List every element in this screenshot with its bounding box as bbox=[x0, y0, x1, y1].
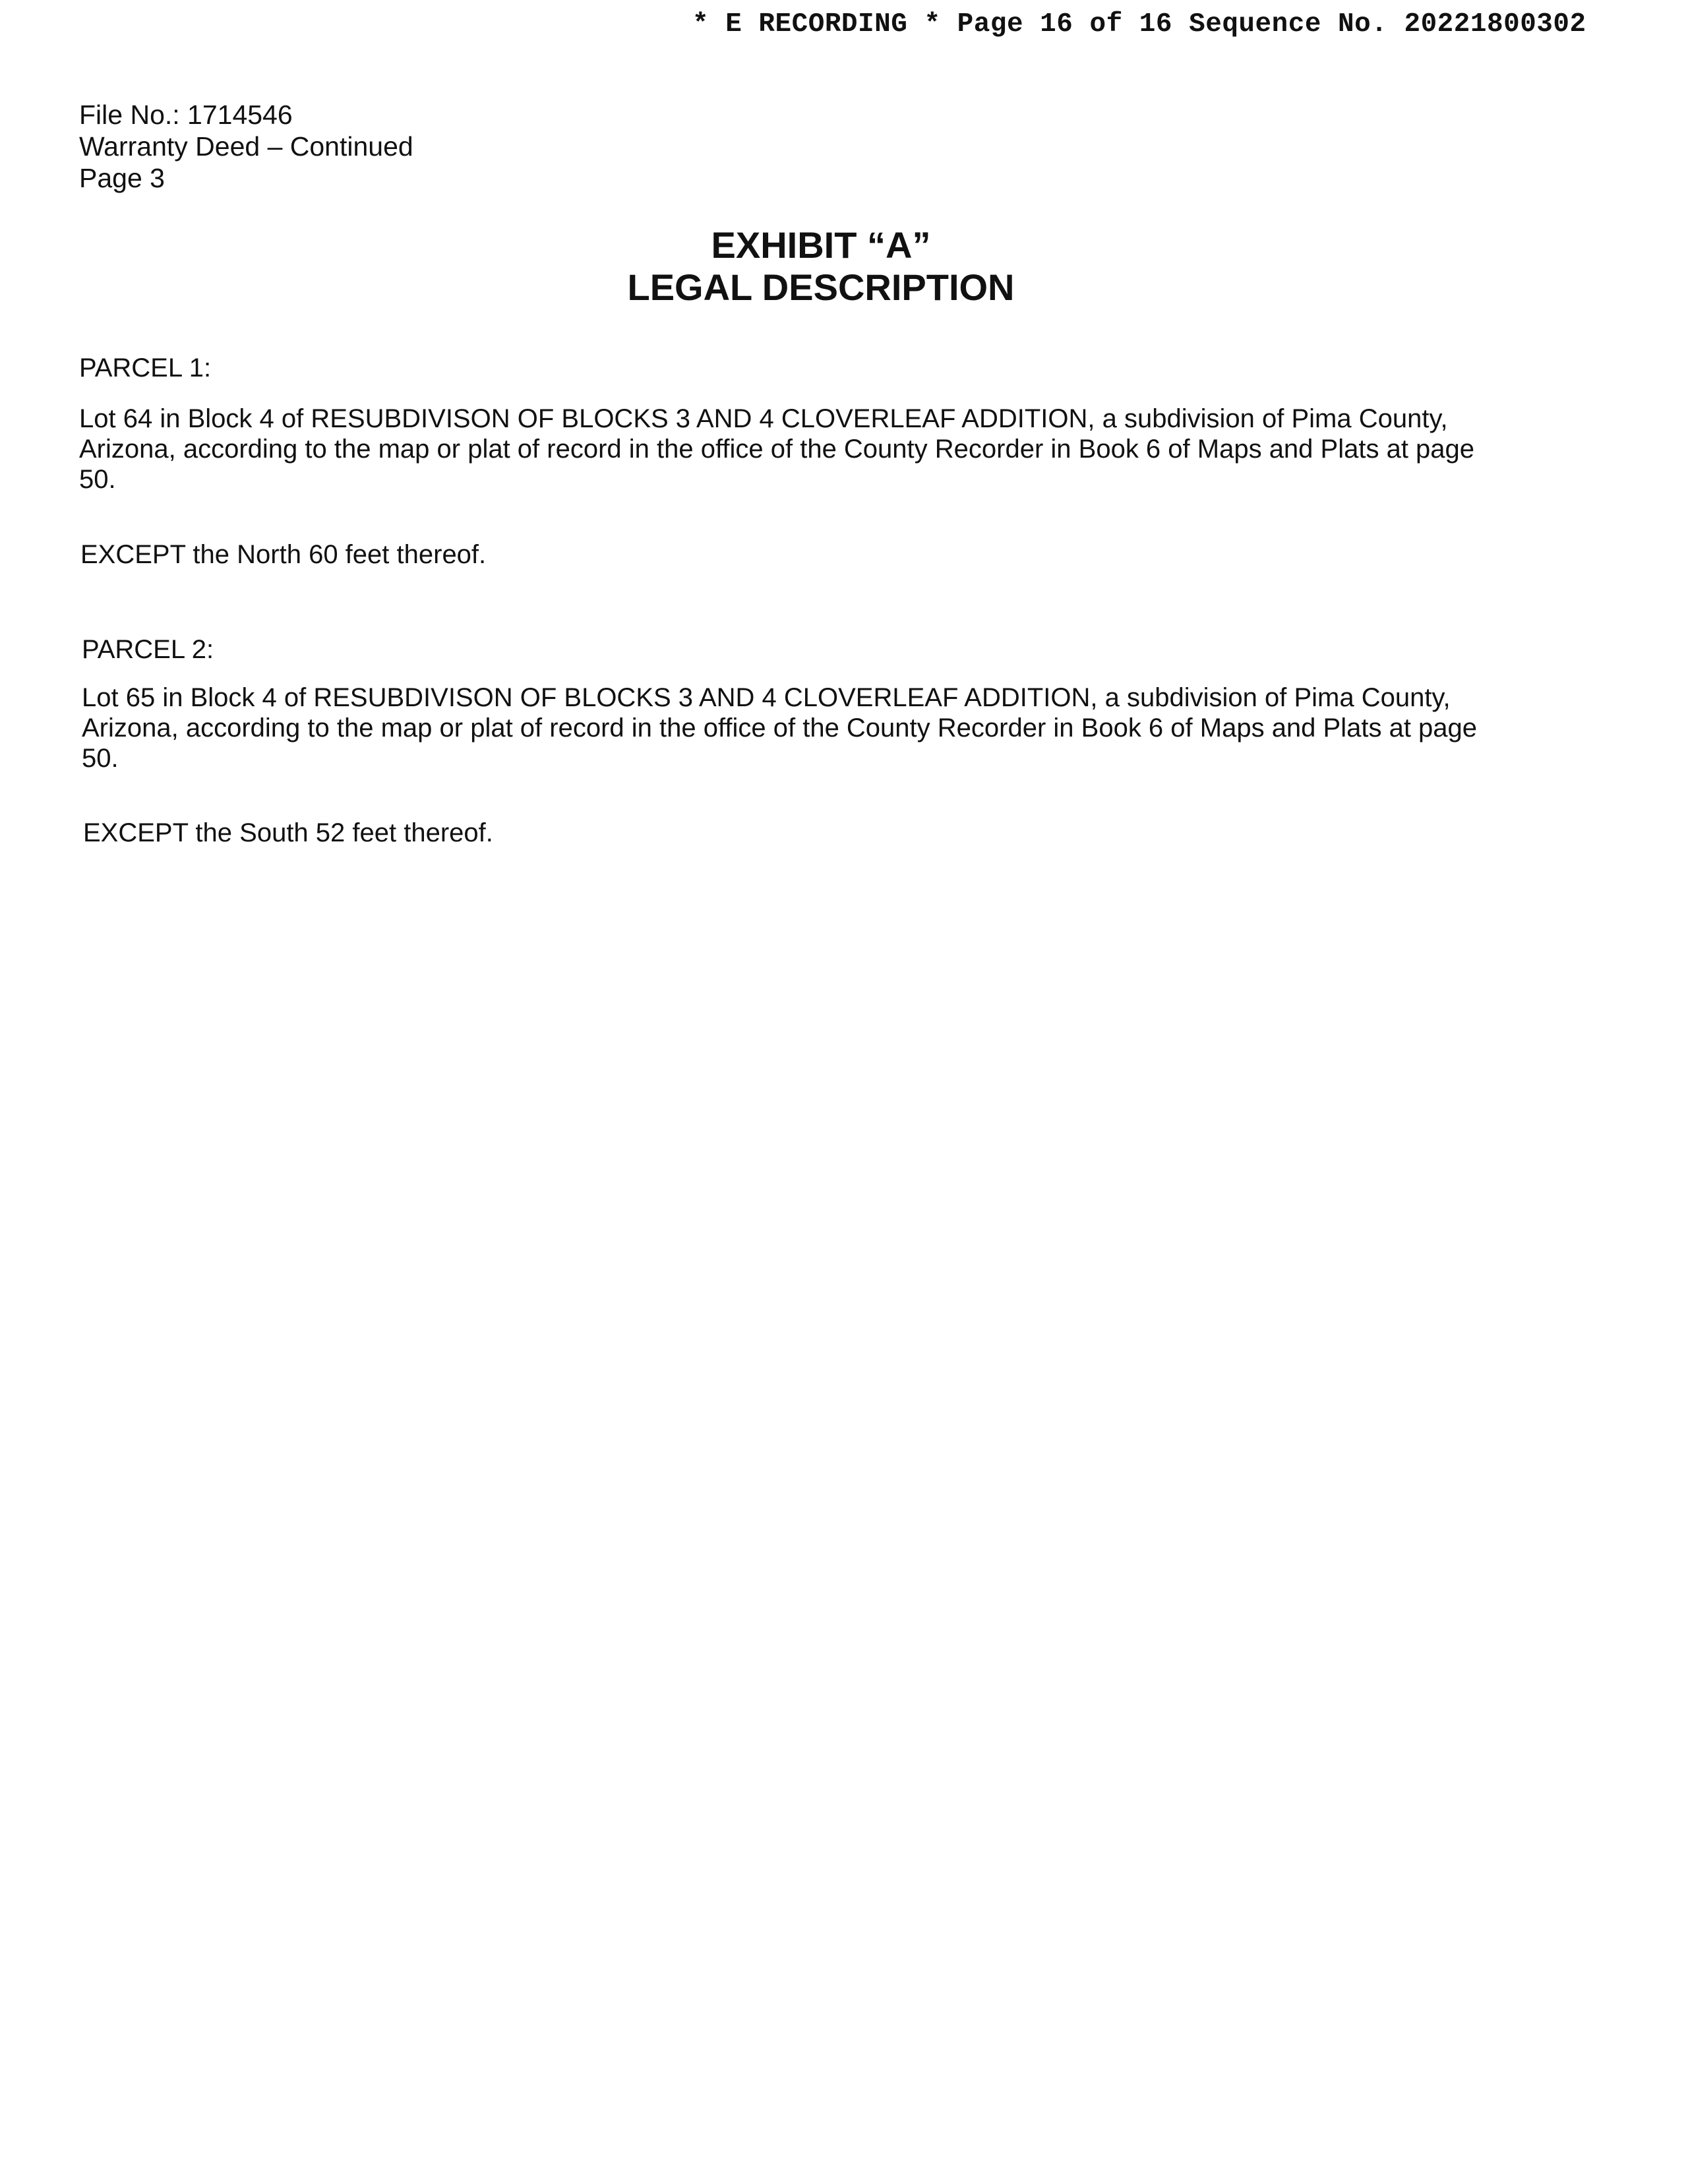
parcel-2-description bbox=[82, 682, 1598, 774]
parcel-2-heading: PARCEL 2: bbox=[82, 635, 214, 664]
parcel-2-line-2: Arizona, according to the map or plat of record in the office of the County Recorder in Book 6 of Maps and Plats at page bbox=[82, 713, 1478, 743]
page-number: Page 3 bbox=[79, 163, 165, 193]
document-type: Warranty Deed – Continued bbox=[79, 131, 413, 162]
parcel-1-line-1: Lot 64 in Block 4 of RESUBDIVISON OF BLOCKS 3 AND 4 CLOVERLEAF ADDITION, a subdivision of Pima County, bbox=[79, 404, 1448, 433]
parcel-1-description bbox=[79, 404, 1596, 495]
document-header bbox=[79, 99, 413, 194]
file-number: File No.: 1714546 bbox=[79, 100, 293, 130]
parcel-1-line-2: Arizona, according to the map or plat of record in the office of the County Recorder in Book 6 of Maps and Plats at page bbox=[79, 435, 1475, 464]
exhibit-subtitle: LEGAL DESCRIPTION bbox=[627, 266, 1015, 308]
parcel-2-line-1: Lot 65 in Block 4 of RESUBDIVISON OF BLOCKS 3 AND 4 CLOVERLEAF ADDITION, a subdivision of Pima County, bbox=[82, 683, 1451, 712]
recording-stamp: * E RECORDING * Page 16 of 16 Sequence No. 20221800302 bbox=[692, 9, 1586, 40]
parcel-2-exception: EXCEPT the South 52 feet thereof. bbox=[83, 818, 493, 847]
parcel-1-line-3: 50. bbox=[79, 465, 116, 494]
parcel-1-heading: PARCEL 1: bbox=[79, 353, 212, 382]
parcel-1-exception: EXCEPT the North 60 feet thereof. bbox=[80, 540, 487, 569]
parcel-2-line-3: 50. bbox=[82, 744, 119, 773]
exhibit-title: EXHIBIT “A” bbox=[711, 224, 931, 266]
